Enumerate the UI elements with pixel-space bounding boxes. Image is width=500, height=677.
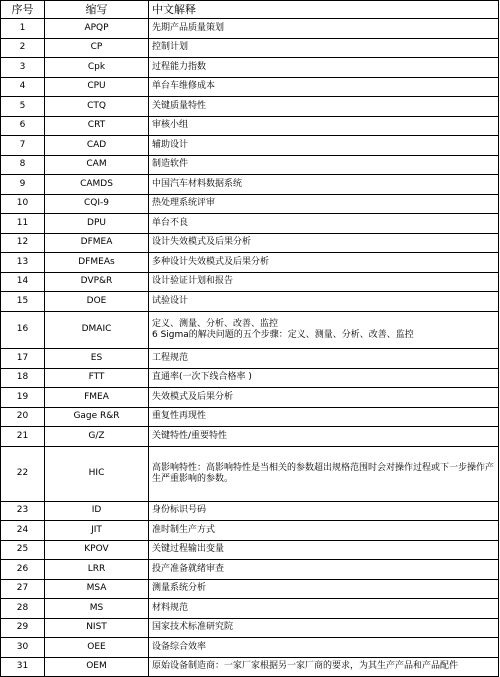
row-no: 30 [1,638,45,658]
row-meaning: 高影响特性：高影响特性是当相关的参数超出规格范围时会对操作过程或下一步操作产生严重影响的参数。 [149,446,499,501]
row-meaning: 控制计划 [149,38,499,58]
row-no: 26 [1,560,45,580]
row-abbr: DVP&R [45,272,149,292]
row-no: 19 [1,388,45,408]
row-meaning: 辅助设计 [149,136,499,156]
table-row [1,194,499,214]
row-meaning: 单台不良 [149,214,499,234]
row-meaning: 材料规范 [149,599,499,619]
row-abbr: Gage R&R [45,407,149,427]
row-meaning: 定义、测量、分析、改善、监控 [152,318,279,329]
row-meaning-cell [149,311,499,349]
table-row [1,233,499,253]
row-abbr: MSA [45,579,149,599]
table-row [1,579,499,599]
row-abbr: G/Z [45,427,149,447]
row-abbr: DPU [45,214,149,234]
row-meaning: 关键过程输出变量 [149,540,499,560]
row-abbr: CAM [45,155,149,175]
row-no: 13 [1,253,45,273]
table-body [1,19,499,677]
table-row [1,446,499,501]
row-abbr: APQP [45,19,149,39]
row-abbr: FMEA [45,388,149,408]
row-no: 3 [1,58,45,78]
row-abbr: CAD [45,136,149,156]
row-abbr: CRT [45,116,149,136]
row-no: 4 [1,77,45,97]
row-no: 18 [1,368,45,388]
table-row [1,272,499,292]
row-abbr: FTT [45,368,149,388]
row-abbr: DOE [45,292,149,312]
table-row [1,657,499,677]
row-no: 20 [1,407,45,427]
row-no: 24 [1,521,45,541]
row-abbr: DMAIC [45,311,149,349]
row-meaning: 设计失效模式及后果分析 [149,233,499,253]
row-abbr: CP [45,38,149,58]
table-row [1,155,499,175]
row-abbr: CAMDS [45,175,149,195]
table-row [1,540,499,560]
row-meaning: 中国汽车材料数据系统 [149,175,499,195]
table-row [1,214,499,234]
row-no: 8 [1,155,45,175]
row-meaning: 试验设计 [149,292,499,312]
row-meaning: 先期产品质量策划 [149,19,499,39]
row-abbr: DFMEAs [45,253,149,273]
row-meaning: 设计验证计划和报告 [149,272,499,292]
row-no: 7 [1,136,45,156]
row-meaning-line2: 6 Sigma的解决问题的五个步骤：定义、测量、分析、改善、监控 [152,329,414,340]
row-no: 9 [1,175,45,195]
row-meaning: 准时制生产方式 [149,521,499,541]
table-row [1,618,499,638]
row-abbr: ES [45,349,149,369]
row-meaning: 设备综合效率 [149,638,499,658]
row-meaning: 关键质量特性 [149,97,499,117]
row-no: 10 [1,194,45,214]
row-meaning: 国家技术标准研究院 [149,618,499,638]
table-row [1,97,499,117]
row-meaning: 原始设备制造商：一家厂家根据另一家厂商的要求，为其生产产品和产品配件 [149,657,499,677]
table-row [1,521,499,541]
row-no: 28 [1,599,45,619]
row-no: 22 [1,446,45,501]
row-meaning: 热处理系统评审 [149,194,499,214]
row-no: 2 [1,38,45,58]
row-meaning: 单台车维修成本 [149,77,499,97]
row-abbr: KPOV [45,540,149,560]
row-abbr: CQI-9 [45,194,149,214]
table-row [1,311,499,349]
row-abbr: Cpk [45,58,149,78]
table-header-row [1,1,499,19]
row-meaning: 直通率(一次下线合格率 ) [149,368,499,388]
row-abbr: OEM [45,657,149,677]
row-no: 27 [1,579,45,599]
row-no: 23 [1,501,45,521]
table-row [1,349,499,369]
row-meaning: 身份标识号码 [149,501,499,521]
row-meaning: 审核小组 [149,116,499,136]
table-row [1,292,499,312]
table-row [1,638,499,658]
table-row [1,19,499,39]
table-row [1,136,499,156]
header-abbr: 缩写 [45,1,149,19]
row-no: 21 [1,427,45,447]
row-no: 17 [1,349,45,369]
row-no: 16 [1,311,45,349]
table-row [1,368,499,388]
table-row [1,77,499,97]
row-no: 29 [1,618,45,638]
table-row [1,501,499,521]
table-row [1,58,499,78]
row-abbr: CPU [45,77,149,97]
row-abbr: OEE [45,638,149,658]
table-row [1,38,499,58]
row-no: 5 [1,97,45,117]
row-meaning: 失效模式及后果分析 [149,388,499,408]
row-abbr: NIST [45,618,149,638]
table-row [1,599,499,619]
table-row [1,560,499,580]
row-no: 11 [1,214,45,234]
row-no: 12 [1,233,45,253]
row-no: 6 [1,116,45,136]
table-row [1,175,499,195]
row-abbr: HIC [45,446,149,501]
row-abbr: CTQ [45,97,149,117]
table-row [1,427,499,447]
header-meaning: 中文解释 [149,1,499,19]
row-meaning: 重复性再现性 [149,407,499,427]
table-row [1,407,499,427]
row-meaning: 工程规范 [149,349,499,369]
row-abbr: LRR [45,560,149,580]
row-meaning: 过程能力指数 [149,58,499,78]
row-meaning: 制造软件 [149,155,499,175]
row-meaning: 测量系统分析 [149,579,499,599]
row-no: 14 [1,272,45,292]
row-no: 15 [1,292,45,312]
row-meaning: 关键特性/重要特性 [149,427,499,447]
table-row [1,388,499,408]
row-meaning: 投产准备就绪审查 [149,560,499,580]
row-no: 1 [1,19,45,39]
row-no: 25 [1,540,45,560]
header-no: 序号 [1,1,45,19]
row-no: 31 [1,657,45,677]
table-row [1,253,499,273]
table-row [1,116,499,136]
row-abbr: MS [45,599,149,619]
row-abbr: DFMEA [45,233,149,253]
row-abbr: ID [45,501,149,521]
row-abbr: JIT [45,521,149,541]
row-meaning: 多种设计失效模式及后果分析 [149,253,499,273]
